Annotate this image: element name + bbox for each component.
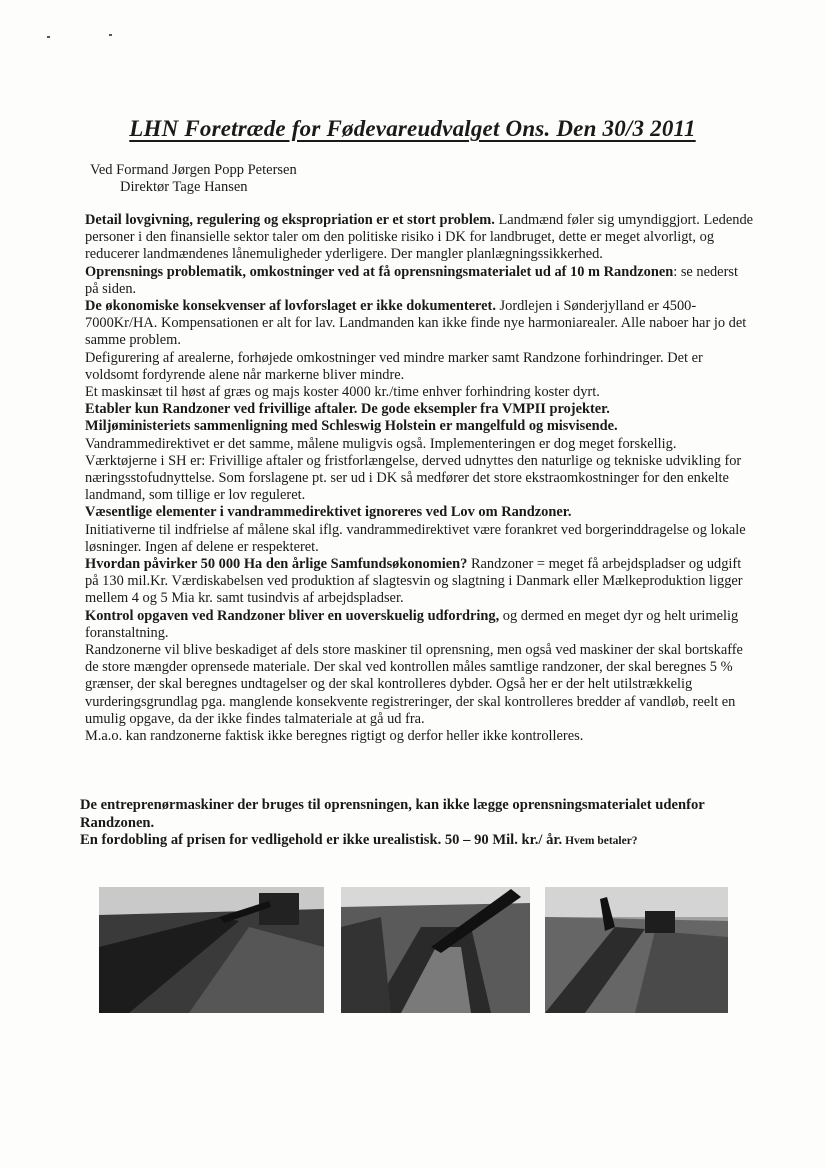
footer-line-1: De entreprenørmaskiner der bruges til oprensningen, kan ikke lægge oprensningsmaterialet udenfor Randzonen. — [80, 797, 705, 831]
paragraph: M.a.o. kan randzonerne faktisk ikke beregnes rigtigt og derfor heller ikke kontrolleres. — [85, 728, 584, 745]
paragraph: Randzonerne vil blive beskadiget af dels store maskiner til oprensning, men også ved maskiner der skal bortskaffe de store mængder oprensede materiale. Der skal ved kontrollen måles samtlige randzoner, der skal beregnes 5 % grænser, der skal beregnes undtagelser og der skal kontrolleres dybder. Også her er der helt utilstrækkelig vurderingsgrundlag pga. manglende konsekvente registreringer, der skal kontrolleres bredder af vandløb, reelt en umulig opgave, da der ikke findes talmateriale at gå ud fra. — [85, 642, 743, 727]
paragraph — [85, 264, 755, 298]
paragraph — [85, 401, 755, 418]
footer-question: Hvem betaler? — [562, 835, 638, 847]
paragraph — [85, 504, 755, 521]
heading-text: De økonomiske konsekvenser af lovforslaget er ikke dokumenteret. — [85, 298, 496, 315]
paragraph: Et maskinsæt til høst af græs og majs koster 4000 kr./time enhver forhindring koster dyrt. — [85, 384, 600, 401]
document-body — [85, 212, 755, 745]
document-title: LHN Foretræde for Fødevareudvalget Ons. Den 30/3 2011 — [129, 116, 696, 141]
paragraph: Værktøjerne i SH er: Frivillige aftaler og fristforlængelse, derved udnyttes den naturlige og tekniske udvikling for næringsstofudnyttelse. Som forslagene pt. ser ud i DK så medfører det store ekstraomkostninger for den enkelte landmand, som tillige er lov reguleret. — [85, 452, 742, 504]
footer-note — [80, 797, 760, 851]
heading-text: Miljøministeriets sammenligning med Schleswig Holstein er mangelfuld og misvisende. — [85, 418, 618, 435]
heading-text: Hvordan påvirker 50 000 Ha den årlige Samfundsøkonomien? — [85, 556, 468, 573]
paragraph — [85, 298, 755, 350]
heading-text: Oprensnings problematik, omkostninger ved at få oprensningsmaterialet ud af 10 m Randzonen — [85, 263, 674, 280]
paragraph — [85, 608, 755, 642]
paragraph: Defigurering af arealerne, forhøjede omkostninger ved mindre marker samt Randzone forhindringer. Det er voldsomt fordyrende alene når markerne bliver mindre. — [85, 349, 703, 383]
heading-text: Kontrol opgaven ved Randzoner bliver en uoverskuelig udfordring, — [85, 607, 500, 624]
excavator-field-photo — [99, 887, 324, 1013]
paragraph: Vandrammedirektivet er det samme, målene muligvis også. Implementeringen er dog meget forskellig. — [85, 435, 677, 452]
scan-speck — [109, 34, 112, 36]
footer-line-2-text: En fordobling af prisen for vedligehold er ikke urealistisk. 50 – 90 Mil. kr./ år. — [80, 832, 563, 848]
paragraph: Initiativerne til indfrielse af målene skal iflg. vandrammedirektivet være forankret ved borgerinddragelse og lokale løsninger. Ingen af delene er respekteret. — [85, 521, 746, 555]
footer-line-2 — [80, 832, 760, 851]
paragraph-text: Randzoner = meget få arbejdspladser og udgift på 130 mil.Kr. Værdiskabelsen ved produktion af slagtesvin og slagtning i Danmark eller Mælkeproduktion ligger mellem 4 og 5 Mia kr. samt tusindvis af arbejdspladser. — [85, 556, 743, 607]
excavator-ditch-photo — [341, 887, 530, 1013]
paragraph-text: Landmænd føler sig umyndiggjort. Ledende personer i den finansielle sektor taler om den politiske risiko i DK for landbruget, dette er meget alvorligt, og reducerer landmændenes lånemuligheder yderligere. Der mangler planlægningssikkerhed. — [85, 212, 754, 263]
heading-text: Etabler kun Randzoner ved frivillige aftaler. De gode eksempler fra VMPII projekter. — [85, 401, 610, 418]
paragraph — [85, 556, 755, 608]
excavator-stream-photo — [545, 887, 728, 1013]
paragraph-text: og dermed en meget dyr og helt urimelig foranstaltning. — [85, 607, 739, 641]
scan-speck — [47, 36, 50, 38]
address-line-1: Ved Formand Jørgen Popp Petersen — [90, 162, 297, 178]
heading-text: Væsentlige elementer i vandrammedirektivet ignoreres ved Lov om Randzoner. — [85, 504, 572, 521]
paragraph-text: Jordlejen i Sønderjylland er 4500-7000Kr/HA. Kompensationen er alt for lav. Landmanden kan ikke finde nye harmoniarealer. Alle naboer har jo det samme problem. — [85, 298, 747, 349]
address-line-2: Direktør Tage Hansen — [120, 179, 248, 195]
paragraph-text: : se nederst på siden. — [85, 263, 738, 297]
heading-text: Detail lovgivning, regulering og ekspropriation er et stort problem. — [85, 212, 495, 228]
paragraph — [85, 212, 755, 264]
paragraph — [85, 418, 755, 435]
